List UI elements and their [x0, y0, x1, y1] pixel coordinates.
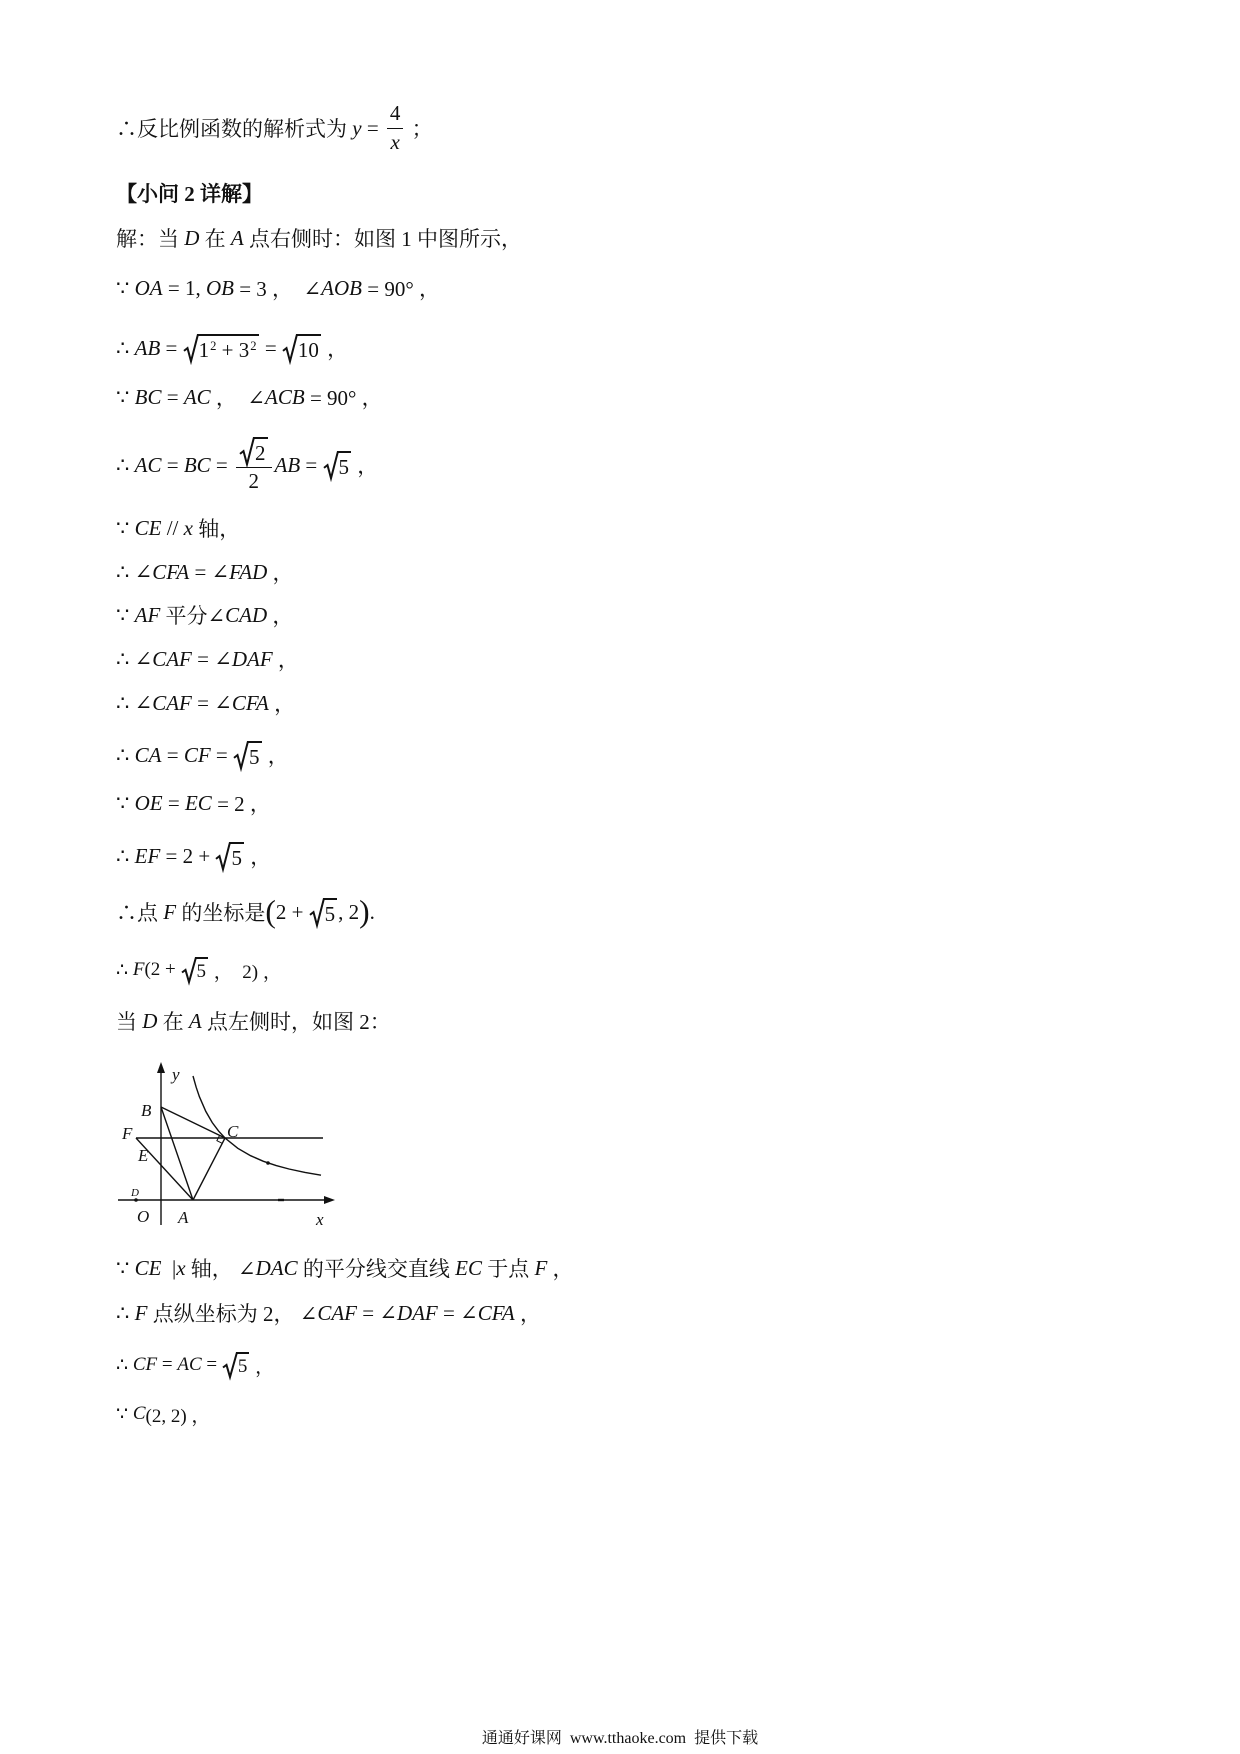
solution-line — [116, 508, 240, 548]
superscript: 2 — [210, 339, 217, 353]
solution-line — [116, 1394, 210, 1434]
square-root — [223, 1352, 250, 1378]
solution-line — [116, 1345, 274, 1385]
large-parenthesis: ( — [265, 894, 276, 930]
math-text: 的平分线交直线 — [297, 1257, 456, 1281]
math-text: ， — [268, 692, 296, 716]
math-text: ∵ — [116, 790, 135, 815]
math-text: 轴， — [192, 517, 241, 541]
math-variable: BC — [134, 384, 162, 409]
square-root — [324, 451, 352, 479]
square-root — [234, 741, 262, 769]
math-text: 在 — [199, 227, 231, 251]
math-text: ， — [244, 845, 272, 869]
square-root — [310, 898, 338, 926]
math-variable: AB — [274, 452, 301, 477]
math-text: ， — [267, 561, 294, 585]
math-variable: CAD — [225, 602, 268, 627]
math-variable: AB — [134, 335, 161, 360]
solution-line — [116, 377, 383, 417]
math-text: | — [161, 1255, 177, 1280]
math-text: = — [210, 452, 233, 477]
square-root — [283, 334, 321, 362]
math-text: ∴点 — [116, 901, 164, 925]
math-text: , 2 — [338, 899, 360, 924]
math-variable: EF — [134, 843, 161, 868]
math-text: ； — [406, 117, 433, 141]
radical-sign — [310, 898, 324, 926]
math-text: 点右侧时：如图 1 中图所示， — [243, 227, 522, 251]
math-variable: CA — [134, 742, 162, 767]
math-text: ， — [352, 454, 379, 478]
math-text: ∵ — [116, 1255, 135, 1280]
math-text: 1 — [198, 337, 210, 362]
math-variable: AC — [177, 1354, 202, 1375]
math-variable: CFA — [477, 1300, 515, 1325]
solution-line — [116, 892, 375, 932]
math-variable: x — [390, 129, 400, 154]
math-variable: CAF — [152, 690, 192, 715]
math-text: 点纵坐标为 2， ∠ — [147, 1302, 318, 1326]
fraction-numerator — [236, 437, 272, 468]
square-root — [184, 334, 259, 362]
section-heading-text: 【小问 2 详解】 — [116, 182, 263, 206]
math-variable: A — [230, 225, 244, 250]
math-text: = 90° ， — [304, 386, 383, 410]
math-text: (2 + — [144, 959, 181, 980]
math-text: 5 — [196, 961, 206, 983]
label-o: O — [137, 1207, 150, 1226]
math-variable: DAF — [396, 1300, 438, 1325]
solution-line — [116, 1248, 574, 1288]
square-root — [216, 842, 244, 870]
radical-stroke — [283, 334, 297, 361]
radical-sign — [223, 1352, 237, 1378]
math-text: ∵ — [116, 384, 135, 409]
math-text: = — [201, 1354, 222, 1375]
math-variable: EC — [184, 790, 212, 815]
math-variable: FAD — [229, 559, 268, 584]
label-x: x — [316, 1210, 324, 1229]
math-text: = — [160, 335, 183, 360]
square-root — [240, 437, 268, 465]
math-variable: DAC — [255, 1255, 298, 1280]
x-axis-arrow — [324, 1196, 335, 1204]
radicand — [195, 957, 209, 983]
radical-stroke — [310, 898, 324, 925]
math-text: 解：当 — [116, 227, 185, 251]
radical-sign — [234, 741, 248, 769]
math-text: (2, 2) ， — [145, 1405, 211, 1427]
solution-line — [116, 783, 271, 823]
math-text: ∴ ∠ — [116, 559, 153, 584]
math-text: ， 2) ， — [209, 961, 282, 983]
math-variable: F — [163, 899, 177, 924]
math-variable: D — [184, 225, 200, 250]
label-d: D — [131, 1187, 139, 1199]
math-text: = 90° ， — [362, 277, 440, 301]
label-b: B — [141, 1101, 152, 1120]
fraction-denominator — [246, 468, 263, 493]
radical-stroke — [182, 957, 196, 982]
solution-line — [116, 950, 282, 990]
math-text: ， — [321, 337, 349, 361]
math-text: 2 — [248, 469, 259, 494]
solution-line — [116, 683, 295, 723]
solution-line — [116, 326, 348, 370]
math-text: ∵ — [116, 275, 135, 300]
math-text: = — [162, 790, 185, 815]
math-text: 轴， ∠ — [185, 1257, 256, 1281]
solution-line — [116, 836, 271, 876]
math-text: // — [161, 515, 184, 540]
math-text: ， — [250, 1356, 275, 1378]
radicand — [236, 1352, 250, 1378]
math-text: ∵ — [116, 602, 135, 627]
math-variable: BC — [183, 452, 211, 477]
radicand — [337, 451, 352, 479]
radical-sign — [283, 334, 297, 362]
math-text: = — [259, 335, 282, 360]
page-footer: 通通好课网 www.tthaoke.com 提供下载 — [481, 1730, 759, 1747]
math-text: ∴ — [116, 452, 135, 477]
math-text: ∴ — [116, 959, 133, 981]
math-variable: CF — [183, 742, 211, 767]
math-text: 在 — [157, 1010, 189, 1034]
square-root — [182, 957, 209, 983]
math-variable: OB — [205, 275, 234, 300]
math-text: 5 — [324, 901, 336, 926]
label-y: y — [172, 1065, 180, 1084]
radicand — [229, 842, 244, 870]
math-variable: C — [132, 1403, 146, 1424]
math-text: = — [361, 115, 384, 140]
label-f: F — [122, 1124, 133, 1143]
math-text: 10 — [297, 337, 319, 362]
math-text: ， ∠ — [210, 386, 266, 410]
radical-stroke — [234, 741, 248, 768]
math-text: = — [157, 1354, 178, 1375]
math-text: ∴ — [116, 1300, 135, 1325]
math-text: 的坐标是 — [176, 901, 266, 925]
conclusion-line — [116, 96, 433, 160]
solution-line — [116, 1001, 391, 1041]
math-text: = 1, — [162, 275, 206, 300]
math-variable: CAF — [317, 1300, 357, 1325]
math-text: ∴反比例函数的解析式为 — [116, 117, 353, 141]
math-variable: AF — [134, 602, 161, 627]
math-variable: ACB — [265, 384, 305, 409]
math-text: = — [161, 384, 184, 409]
math-text: = 2 ， — [211, 792, 271, 816]
math-variable: OE — [134, 790, 163, 815]
math-text: ， — [262, 744, 289, 768]
math-text: 5 — [338, 454, 349, 479]
math-variable: F — [134, 1300, 148, 1325]
fraction-numerator — [387, 102, 404, 128]
label-a: A — [178, 1208, 189, 1227]
math-text: . — [369, 899, 375, 924]
math-variable: OA — [134, 275, 163, 300]
math-text: ∴ ∠ — [116, 646, 153, 671]
math-variable: AC — [183, 384, 211, 409]
math-variable: D — [142, 1008, 158, 1033]
label-c: C — [227, 1122, 239, 1141]
radicand — [323, 898, 338, 926]
radical-sign — [182, 957, 196, 983]
y-axis-arrow — [157, 1062, 165, 1073]
solution-line — [116, 639, 299, 679]
radical-stroke — [184, 334, 198, 361]
curve-dot — [266, 1161, 270, 1165]
math-variable: CE — [134, 515, 162, 540]
math-variable: x — [176, 1255, 186, 1280]
radical-stroke — [324, 451, 338, 478]
solution-line — [116, 552, 294, 592]
math-text: 5 — [231, 845, 242, 870]
math-text: = — [300, 452, 323, 477]
label-e: E — [138, 1146, 149, 1165]
radical-sign — [216, 842, 230, 870]
solution-line — [116, 218, 522, 258]
math-text: ∴ — [116, 742, 135, 767]
radicand — [296, 334, 321, 362]
hyperbola-curve — [193, 1076, 321, 1175]
radicand — [197, 334, 259, 362]
math-variable: AC — [134, 452, 162, 477]
math-text: = ∠ — [189, 559, 230, 584]
math-text: 5 — [249, 744, 260, 769]
solution-line — [116, 595, 293, 635]
math-text: = ∠ — [191, 646, 232, 671]
fraction-denominator — [388, 129, 403, 154]
figure-2-diagram — [110, 1055, 350, 1240]
math-variable: CE — [134, 1255, 162, 1280]
math-text: ， — [514, 1302, 541, 1326]
math-text: = 3 ， ∠ — [233, 277, 322, 301]
superscript: 2 — [250, 339, 257, 353]
radical-stroke — [240, 437, 254, 464]
math-variable: CAF — [152, 646, 192, 671]
radical-sign — [324, 451, 338, 479]
math-text: = — [161, 742, 184, 767]
math-variable: AOB — [321, 275, 362, 300]
math-text: 于点 — [481, 1257, 535, 1281]
math-text: = ∠ — [437, 1300, 478, 1325]
radicand — [253, 437, 268, 465]
math-text: 当 — [116, 1010, 143, 1034]
solution-line — [116, 433, 378, 497]
fraction — [236, 437, 272, 493]
math-variable: DAF — [231, 646, 273, 671]
solution-line — [116, 1293, 541, 1333]
math-text: 5 — [237, 1356, 248, 1378]
solution-line — [116, 735, 289, 775]
math-variable: CFA — [152, 559, 190, 584]
math-text: = ∠ — [191, 690, 232, 715]
math-text: + 3 — [216, 337, 250, 362]
segment-ac — [193, 1138, 225, 1200]
math-variable: EC — [455, 1255, 482, 1280]
section-heading — [116, 173, 263, 213]
radical-sign — [240, 437, 254, 465]
math-text: 2 + — [275, 899, 309, 924]
math-text: 平分∠ — [160, 604, 226, 628]
math-text: = 2 + — [160, 843, 216, 868]
math-text: = — [161, 452, 184, 477]
math-variable: A — [188, 1008, 202, 1033]
math-variable: CFA — [231, 690, 269, 715]
math-variable: CF — [132, 1354, 158, 1375]
math-text: ∴ ∠ — [116, 690, 153, 715]
math-variable: F — [534, 1255, 548, 1280]
math-text: ∴ — [116, 843, 135, 868]
solution-line — [116, 268, 440, 308]
radical-stroke — [216, 842, 230, 869]
radical-sign — [184, 334, 198, 362]
math-text: ∴ — [116, 1354, 133, 1376]
math-text: = — [210, 742, 233, 767]
fraction — [387, 102, 404, 153]
radical-stroke — [223, 1352, 237, 1377]
math-text: ， — [267, 604, 294, 628]
math-text: ∴ — [116, 335, 135, 360]
math-text: ， — [272, 648, 299, 672]
math-variable: x — [183, 515, 193, 540]
math-text: ， — [547, 1257, 574, 1281]
math-variable: y — [352, 115, 362, 140]
math-text: = ∠ — [356, 1300, 397, 1325]
math-variable: F — [132, 959, 145, 980]
math-text: 点左侧时，如图 2： — [201, 1010, 391, 1034]
large-parenthesis: ) — [359, 894, 370, 930]
radicand — [247, 741, 262, 769]
math-text: ∵ — [116, 1403, 133, 1425]
math-text: 2 — [255, 440, 266, 465]
math-text: 4 — [389, 101, 401, 126]
math-text: ∵ — [116, 515, 135, 540]
